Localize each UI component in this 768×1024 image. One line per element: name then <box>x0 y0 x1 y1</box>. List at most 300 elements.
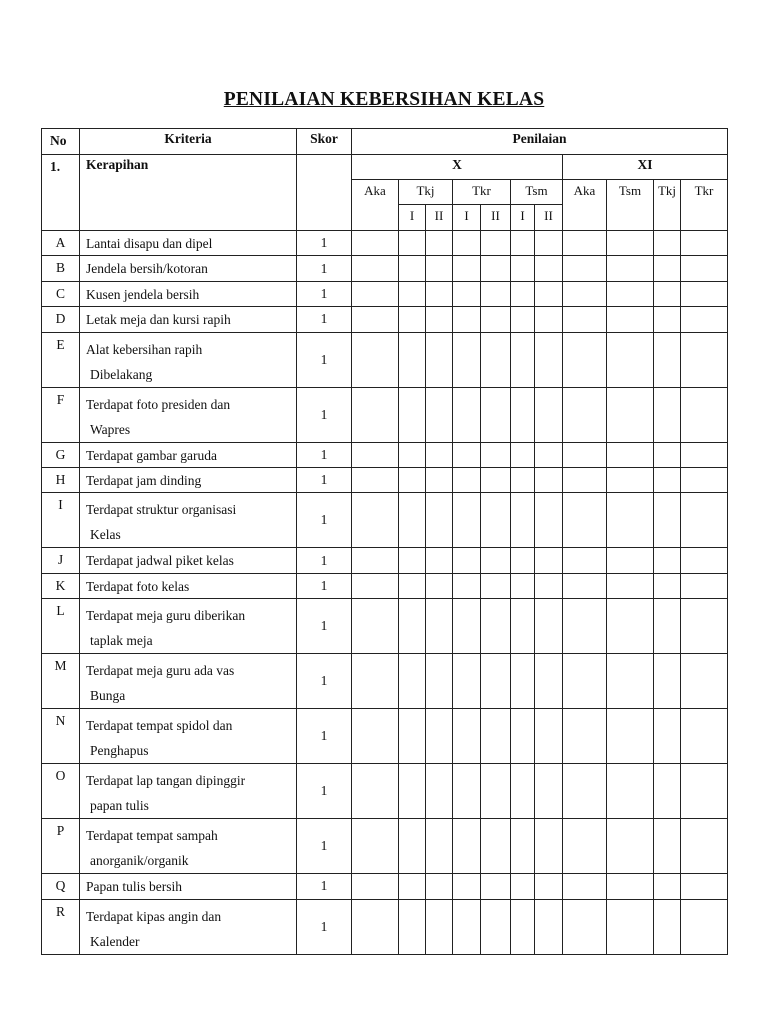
score-cell[interactable] <box>654 599 681 654</box>
score-cell[interactable] <box>563 231 607 256</box>
score-cell[interactable] <box>607 899 654 954</box>
score-cell[interactable] <box>453 819 481 874</box>
score-cell[interactable] <box>481 281 511 306</box>
score-cell[interactable] <box>535 493 563 548</box>
score-cell[interactable] <box>481 709 511 764</box>
criteria-line-1: Jendela bersih/kotoran <box>86 261 208 277</box>
row-letter: K <box>42 573 80 598</box>
score-cell[interactable] <box>607 442 654 467</box>
score-cell[interactable] <box>563 256 607 281</box>
score-cell[interactable] <box>535 709 563 764</box>
score-cell[interactable] <box>352 467 399 492</box>
score-cell[interactable] <box>426 548 453 573</box>
score-cell[interactable] <box>681 899 728 954</box>
score-cell[interactable] <box>481 387 511 442</box>
score-cell[interactable] <box>681 467 728 492</box>
row-skor: 1 <box>297 256 352 281</box>
assessment-table <box>41 128 728 955</box>
table-row <box>42 281 728 306</box>
score-cell[interactable] <box>535 332 563 387</box>
score-cell[interactable] <box>453 332 481 387</box>
criteria-line-1: Terdapat kipas angin dan <box>86 908 222 924</box>
row-skor: 1 <box>297 231 352 256</box>
table-row <box>42 654 728 709</box>
score-cell[interactable] <box>481 819 511 874</box>
score-cell[interactable] <box>607 256 654 281</box>
score-cell[interactable] <box>681 332 728 387</box>
score-cell[interactable] <box>426 307 453 332</box>
score-cell[interactable] <box>654 281 681 306</box>
criteria-line-2: Bunga <box>90 688 126 704</box>
score-cell[interactable] <box>511 573 535 598</box>
score-cell[interactable] <box>481 467 511 492</box>
table-row <box>42 899 728 954</box>
score-cell[interactable] <box>399 654 426 709</box>
table-row <box>42 442 728 467</box>
row-letter: A <box>42 231 80 256</box>
score-cell[interactable] <box>511 819 535 874</box>
section-number: 1. <box>42 155 80 231</box>
score-cell[interactable] <box>399 874 426 899</box>
row-letter: E <box>42 332 80 387</box>
score-cell[interactable] <box>535 467 563 492</box>
score-cell[interactable] <box>481 899 511 954</box>
score-cell[interactable] <box>607 231 654 256</box>
class-x-tkr: Tkr <box>453 180 511 205</box>
row-skor: 1 <box>297 819 352 874</box>
score-cell[interactable] <box>535 231 563 256</box>
score-cell[interactable] <box>654 387 681 442</box>
row-skor: 1 <box>297 874 352 899</box>
score-cell[interactable] <box>511 899 535 954</box>
header-row <box>42 129 728 155</box>
score-cell[interactable] <box>654 874 681 899</box>
score-cell[interactable] <box>681 307 728 332</box>
criteria-line-2: taplak meja <box>90 633 153 649</box>
score-cell[interactable] <box>352 256 399 281</box>
score-cell[interactable] <box>681 709 728 764</box>
score-cell[interactable] <box>481 332 511 387</box>
table-row <box>42 573 728 598</box>
score-cell[interactable] <box>607 281 654 306</box>
score-cell[interactable] <box>535 764 563 819</box>
score-cell[interactable] <box>352 548 399 573</box>
row-criteria <box>80 654 297 709</box>
score-cell[interactable] <box>681 573 728 598</box>
criteria-line-1: Terdapat struktur organisasi <box>86 502 237 518</box>
score-cell[interactable] <box>399 387 426 442</box>
score-cell[interactable] <box>535 387 563 442</box>
score-cell[interactable] <box>352 231 399 256</box>
row-letter: I <box>42 493 80 548</box>
score-cell[interactable] <box>563 764 607 819</box>
group-x: X <box>352 155 563 180</box>
score-cell[interactable] <box>352 599 399 654</box>
score-cell[interactable] <box>511 281 535 306</box>
class-x-tsm: Tsm <box>511 180 563 205</box>
score-cell[interactable] <box>481 256 511 281</box>
score-cell[interactable] <box>352 332 399 387</box>
score-cell[interactable] <box>481 654 511 709</box>
score-cell[interactable] <box>535 548 563 573</box>
score-cell[interactable] <box>681 387 728 442</box>
score-cell[interactable] <box>352 442 399 467</box>
row-letter: J <box>42 548 80 573</box>
score-cell[interactable] <box>399 899 426 954</box>
score-cell[interactable] <box>481 548 511 573</box>
score-cell[interactable] <box>511 387 535 442</box>
score-cell[interactable] <box>535 599 563 654</box>
score-cell[interactable] <box>511 764 535 819</box>
row-letter: C <box>42 281 80 306</box>
score-cell[interactable] <box>511 874 535 899</box>
score-cell[interactable] <box>511 493 535 548</box>
score-cell[interactable] <box>563 467 607 492</box>
row-letter: H <box>42 467 80 492</box>
score-cell[interactable] <box>453 387 481 442</box>
score-cell[interactable] <box>426 874 453 899</box>
score-cell[interactable] <box>535 819 563 874</box>
score-cell[interactable] <box>399 573 426 598</box>
score-cell[interactable] <box>511 256 535 281</box>
table-row <box>42 764 728 819</box>
row-skor: 1 <box>297 764 352 819</box>
score-cell[interactable] <box>681 442 728 467</box>
score-cell[interactable] <box>681 764 728 819</box>
score-cell[interactable] <box>426 467 453 492</box>
class-xi-tsm: Tsm <box>607 180 654 231</box>
row-criteria <box>80 387 297 442</box>
score-cell[interactable] <box>535 307 563 332</box>
score-cell[interactable] <box>563 548 607 573</box>
row-letter: R <box>42 899 80 954</box>
score-cell[interactable] <box>563 819 607 874</box>
row-criteria <box>80 709 297 764</box>
score-cell[interactable] <box>352 493 399 548</box>
score-cell[interactable] <box>352 573 399 598</box>
score-cell[interactable] <box>535 281 563 306</box>
score-cell[interactable] <box>453 256 481 281</box>
score-cell[interactable] <box>563 442 607 467</box>
class-x-aka: Aka <box>352 180 399 231</box>
row-skor: 1 <box>297 548 352 573</box>
criteria-line-1: Terdapat foto presiden dan <box>86 396 231 412</box>
score-cell[interactable] <box>481 874 511 899</box>
score-cell[interactable] <box>426 709 453 764</box>
score-cell[interactable] <box>453 307 481 332</box>
score-cell[interactable] <box>426 387 453 442</box>
score-cell[interactable] <box>352 654 399 709</box>
score-cell[interactable] <box>511 599 535 654</box>
score-cell[interactable] <box>607 709 654 764</box>
score-cell[interactable] <box>681 256 728 281</box>
score-cell[interactable] <box>654 307 681 332</box>
score-cell[interactable] <box>607 307 654 332</box>
score-cell[interactable] <box>654 819 681 874</box>
score-cell[interactable] <box>511 231 535 256</box>
criteria-line-1: Terdapat gambar garuda <box>86 447 217 463</box>
score-cell[interactable] <box>563 307 607 332</box>
score-cell[interactable] <box>681 819 728 874</box>
score-cell[interactable] <box>607 493 654 548</box>
score-cell[interactable] <box>654 256 681 281</box>
score-cell[interactable] <box>654 332 681 387</box>
score-cell[interactable] <box>399 764 426 819</box>
row-letter: P <box>42 819 80 874</box>
score-cell[interactable] <box>607 387 654 442</box>
row-criteria <box>80 332 297 387</box>
score-cell[interactable] <box>399 467 426 492</box>
score-cell[interactable] <box>511 332 535 387</box>
score-cell[interactable] <box>654 493 681 548</box>
score-cell[interactable] <box>563 599 607 654</box>
criteria-line-2: Wapres <box>90 421 131 437</box>
row-criteria <box>80 819 297 874</box>
class-xi-tkj: Tkj <box>654 180 681 231</box>
score-cell[interactable] <box>399 599 426 654</box>
score-cell[interactable] <box>681 231 728 256</box>
score-cell[interactable] <box>481 493 511 548</box>
score-cell[interactable] <box>681 281 728 306</box>
score-cell[interactable] <box>352 387 399 442</box>
table-row <box>42 548 728 573</box>
row-criteria <box>80 573 297 598</box>
row-letter: L <box>42 599 80 654</box>
score-cell[interactable] <box>654 231 681 256</box>
score-cell[interactable] <box>426 573 453 598</box>
score-cell[interactable] <box>654 899 681 954</box>
score-cell[interactable] <box>563 281 607 306</box>
score-cell[interactable] <box>535 442 563 467</box>
score-cell[interactable] <box>535 899 563 954</box>
row-criteria <box>80 467 297 492</box>
criteria-line-1: Terdapat tempat spidol dan <box>86 718 233 734</box>
score-cell[interactable] <box>607 654 654 709</box>
score-cell[interactable] <box>563 387 607 442</box>
criteria-line-1: Terdapat foto kelas <box>86 578 190 594</box>
score-cell[interactable] <box>607 573 654 598</box>
score-cell[interactable] <box>563 493 607 548</box>
section-row <box>42 155 728 180</box>
score-cell[interactable] <box>453 493 481 548</box>
criteria-line-2: Dibelakang <box>90 366 153 382</box>
score-cell[interactable] <box>453 599 481 654</box>
row-letter: O <box>42 764 80 819</box>
score-cell[interactable] <box>453 467 481 492</box>
row-criteria <box>80 256 297 281</box>
score-cell[interactable] <box>607 467 654 492</box>
score-cell[interactable] <box>654 467 681 492</box>
row-letter: Q <box>42 874 80 899</box>
criteria-line-1: Papan tulis bersih <box>86 879 182 895</box>
criteria-line-1: Lantai disapu dan dipel <box>86 236 213 251</box>
row-criteria <box>80 281 297 306</box>
score-cell[interactable] <box>511 442 535 467</box>
score-cell[interactable] <box>481 573 511 598</box>
criteria-line-1: Alat kebersihan rapih <box>86 341 203 357</box>
score-cell[interactable] <box>511 467 535 492</box>
row-letter: G <box>42 442 80 467</box>
score-cell[interactable] <box>352 281 399 306</box>
page-title: PENILAIAN KEBERSIHAN KELAS <box>223 89 545 110</box>
score-cell[interactable] <box>399 493 426 548</box>
score-cell[interactable] <box>453 442 481 467</box>
score-cell[interactable] <box>563 899 607 954</box>
score-cell[interactable] <box>607 548 654 573</box>
score-cell[interactable] <box>511 548 535 573</box>
header-no: No <box>42 129 80 155</box>
score-cell[interactable] <box>535 256 563 281</box>
score-cell[interactable] <box>453 654 481 709</box>
table-row <box>42 387 728 442</box>
criteria-line-1: Terdapat tempat sampah <box>86 828 218 844</box>
score-cell[interactable] <box>399 307 426 332</box>
score-cell[interactable] <box>399 231 426 256</box>
score-cell[interactable] <box>352 307 399 332</box>
table-row <box>42 256 728 281</box>
criteria-line-2: Kelas <box>90 527 121 543</box>
score-cell[interactable] <box>453 899 481 954</box>
score-cell[interactable] <box>681 548 728 573</box>
row-letter: M <box>42 654 80 709</box>
score-cell[interactable] <box>426 256 453 281</box>
score-cell[interactable] <box>352 899 399 954</box>
score-cell[interactable] <box>481 307 511 332</box>
score-cell[interactable] <box>426 332 453 387</box>
score-cell[interactable] <box>511 709 535 764</box>
row-skor: 1 <box>297 493 352 548</box>
score-cell[interactable] <box>399 819 426 874</box>
row-criteria <box>80 874 297 899</box>
criteria-line-2: Penghapus <box>90 743 149 759</box>
score-cell[interactable] <box>399 709 426 764</box>
score-cell[interactable] <box>453 573 481 598</box>
score-cell[interactable] <box>426 764 453 819</box>
score-cell[interactable] <box>399 442 426 467</box>
row-skor: 1 <box>297 573 352 598</box>
score-cell[interactable] <box>563 709 607 764</box>
row-letter: D <box>42 307 80 332</box>
score-cell[interactable] <box>426 493 453 548</box>
score-cell[interactable] <box>681 654 728 709</box>
score-cell[interactable] <box>399 256 426 281</box>
row-criteria <box>80 307 297 332</box>
table-row <box>42 307 728 332</box>
score-cell[interactable] <box>654 709 681 764</box>
score-cell[interactable] <box>535 573 563 598</box>
criteria-line-2: Kalender <box>90 933 140 949</box>
score-cell[interactable] <box>352 764 399 819</box>
score-cell[interactable] <box>426 231 453 256</box>
roman-tkr-2: II <box>481 205 511 231</box>
header-kriteria: Kriteria <box>80 129 297 155</box>
table-row <box>42 231 728 256</box>
criteria-line-1: Kusen jendela bersih <box>86 286 200 302</box>
score-cell[interactable] <box>426 654 453 709</box>
criteria-line-2: papan tulis <box>90 798 149 814</box>
score-cell[interactable] <box>681 599 728 654</box>
row-skor: 1 <box>297 281 352 306</box>
score-cell[interactable] <box>654 442 681 467</box>
score-cell[interactable] <box>399 332 426 387</box>
score-cell[interactable] <box>681 874 728 899</box>
section-name: Kerapihan <box>80 155 297 231</box>
row-letter: B <box>42 256 80 281</box>
score-cell[interactable] <box>563 332 607 387</box>
score-cell[interactable] <box>563 654 607 709</box>
score-cell[interactable] <box>607 874 654 899</box>
row-criteria <box>80 231 297 256</box>
score-cell[interactable] <box>453 548 481 573</box>
score-cell[interactable] <box>453 764 481 819</box>
score-cell[interactable] <box>563 573 607 598</box>
score-cell[interactable] <box>481 231 511 256</box>
score-cell[interactable] <box>681 493 728 548</box>
header-skor: Skor <box>297 129 352 155</box>
score-cell[interactable] <box>453 874 481 899</box>
score-cell[interactable] <box>481 599 511 654</box>
score-cell[interactable] <box>352 874 399 899</box>
table-row <box>42 819 728 874</box>
row-criteria <box>80 899 297 954</box>
score-cell[interactable] <box>654 573 681 598</box>
section-skor-blank <box>297 155 352 231</box>
score-cell[interactable] <box>399 548 426 573</box>
criteria-line-1: Letak meja dan kursi rapih <box>86 312 231 328</box>
score-cell[interactable] <box>481 764 511 819</box>
score-cell[interactable] <box>481 442 511 467</box>
row-criteria <box>80 599 297 654</box>
score-cell[interactable] <box>607 764 654 819</box>
criteria-line-1: Terdapat meja guru diberikan <box>86 608 246 624</box>
score-cell[interactable] <box>511 654 535 709</box>
score-cell[interactable] <box>426 281 453 306</box>
row-skor: 1 <box>297 387 352 442</box>
table-row <box>42 493 728 548</box>
score-cell[interactable] <box>426 599 453 654</box>
score-cell[interactable] <box>426 819 453 874</box>
score-cell[interactable] <box>453 231 481 256</box>
row-letter: F <box>42 387 80 442</box>
criteria-line-1: Terdapat jam dinding <box>86 472 202 488</box>
score-cell[interactable] <box>453 281 481 306</box>
class-xi-tkr: Tkr <box>681 180 728 231</box>
score-cell[interactable] <box>511 307 535 332</box>
score-cell[interactable] <box>654 764 681 819</box>
score-cell[interactable] <box>563 874 607 899</box>
score-cell[interactable] <box>535 654 563 709</box>
score-cell[interactable] <box>426 442 453 467</box>
table-row <box>42 467 728 492</box>
group-xi: XI <box>563 155 728 180</box>
roman-tkj-1: I <box>399 205 426 231</box>
score-cell[interactable] <box>352 709 399 764</box>
score-cell[interactable] <box>654 654 681 709</box>
score-cell[interactable] <box>607 332 654 387</box>
row-skor: 1 <box>297 599 352 654</box>
row-letter: N <box>42 709 80 764</box>
row-skor: 1 <box>297 467 352 492</box>
score-cell[interactable] <box>535 874 563 899</box>
score-cell[interactable] <box>426 899 453 954</box>
score-cell[interactable] <box>453 709 481 764</box>
score-cell[interactable] <box>654 548 681 573</box>
score-cell[interactable] <box>352 819 399 874</box>
score-cell[interactable] <box>399 281 426 306</box>
score-cell[interactable] <box>607 599 654 654</box>
roman-tkr-1: I <box>453 205 481 231</box>
score-cell[interactable] <box>607 819 654 874</box>
